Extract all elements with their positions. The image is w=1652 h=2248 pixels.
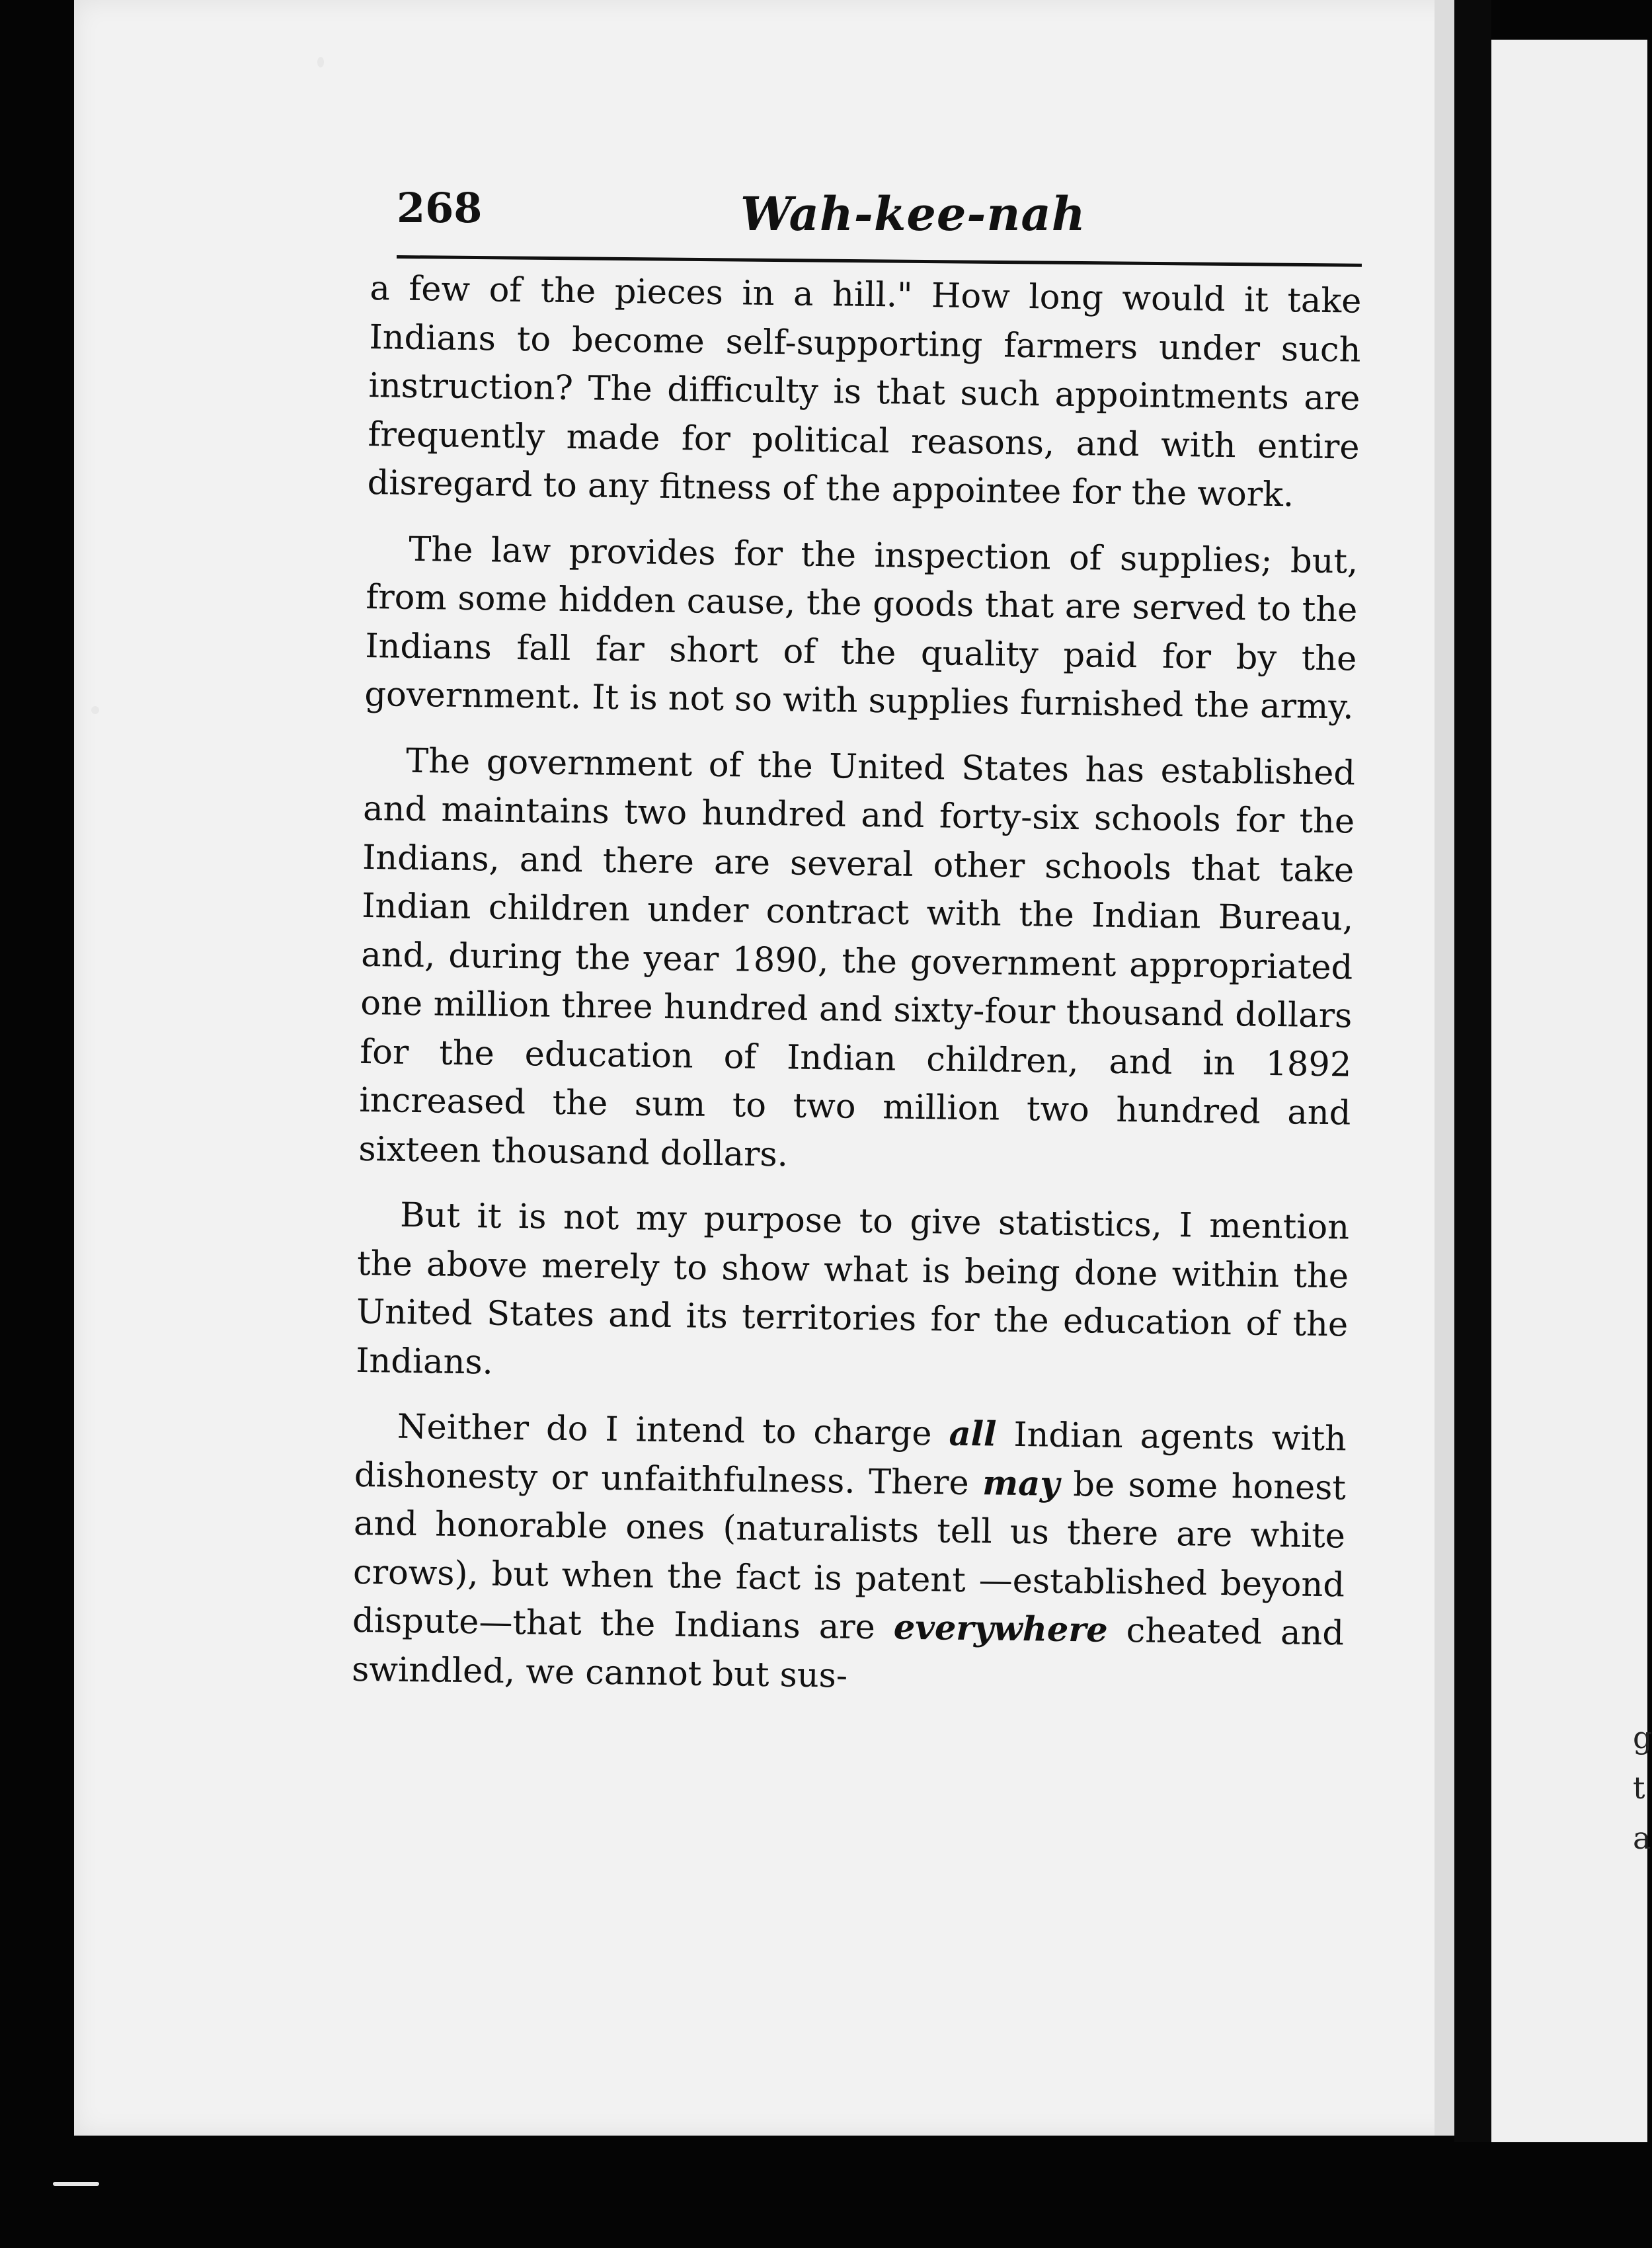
paragraph-5-text: cheated and swindled, we cannot but sus- <box>351 1611 1345 1696</box>
facing-page-letters: g t a <box>1633 1720 1652 1856</box>
paragraph-5-text: be some honest and honorable ones (naturalists tell us there are white crows), but when the fact is patent —established beyond dispute—that the Indians are <box>352 1465 1347 1648</box>
paragraph-5-text: Neither do I intend to charge <box>397 1407 949 1454</box>
page-number: 268 <box>397 184 483 232</box>
paragraph-5-text: Indian agents with dishonesty or unfaithfulness. There <box>354 1415 1347 1503</box>
paragraph-4: But it is not my purpose to give statistics, I mention the above merely to show what is being done within the United States and its territories for the education of the Indians. <box>355 1195 1350 1383</box>
dust-speck <box>91 706 99 714</box>
paragraph-1: a few of the pieces in a hill." How long would it take Indians to become self-supporting farmers under such instruction? The difficulty is that such appointments are frequently made for political reasons, and with entire disregard to any fitness of the appointee for the work. <box>367 268 1362 515</box>
emphasis-all: all <box>949 1414 997 1455</box>
emphasis-may: may <box>982 1463 1060 1504</box>
running-title: Wah-kee-nah <box>740 186 1086 241</box>
dust-speck <box>317 57 324 67</box>
emphasis-everywhere: everywhere <box>893 1607 1109 1650</box>
paragraph-3: The government of the United States has established and maintains two hundred and forty-six schools for the Indians, and there are several other schools that take Indian children under contract with the Indian Bureau, and, during the year 1890, the government appropriated one million three hundred and sixty-four thousand dollars for the education of Indian children, and in 1892 increased the sum to two million two hundred and sixteen thousand dollars. <box>358 741 1356 1174</box>
facing-page-edge <box>1491 40 1652 2142</box>
dust-speck <box>53 2182 99 2186</box>
header-rule <box>397 255 1362 267</box>
running-head <box>397 171 1362 276</box>
body-text <box>351 264 1362 1724</box>
book-gutter <box>1454 0 1491 2142</box>
paragraph-2: The law provides for the inspection of supplies; but, from some hidden cause, the goods that are served to the Indians fall far short of the quality paid for by the government. It is not so with supplies furnished the army. <box>364 530 1358 727</box>
paragraph-5 <box>352 1402 1347 1707</box>
